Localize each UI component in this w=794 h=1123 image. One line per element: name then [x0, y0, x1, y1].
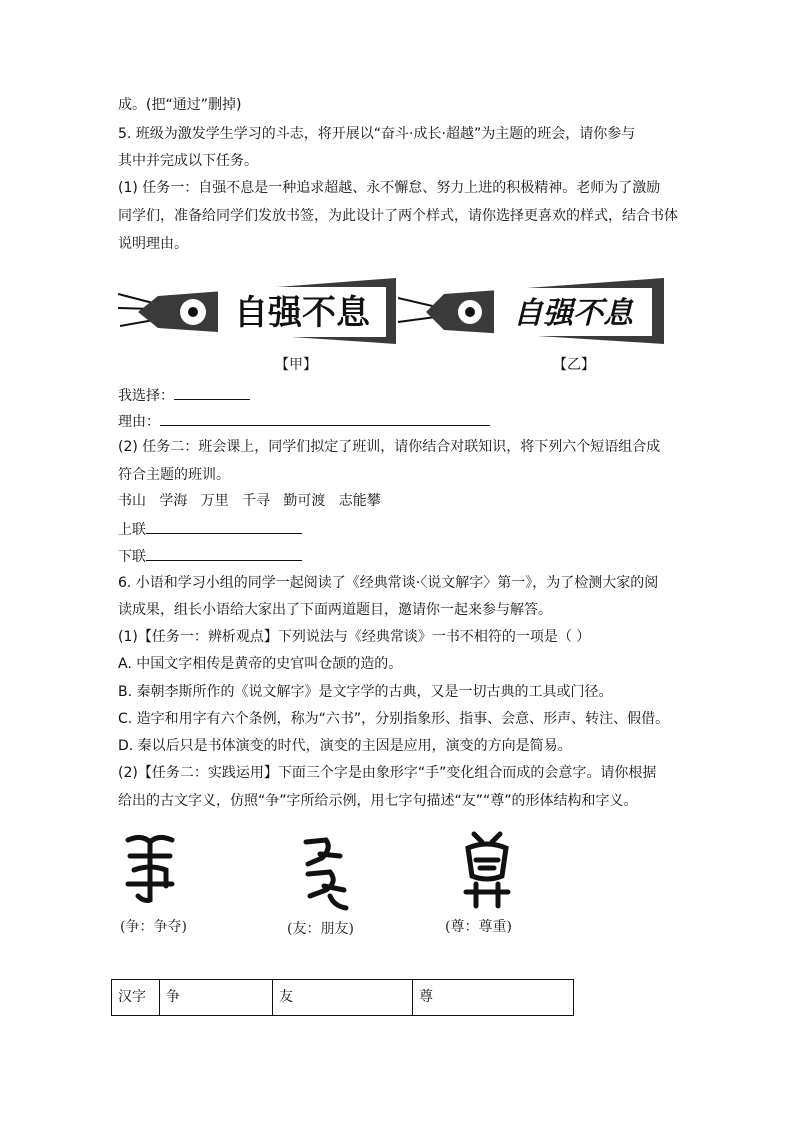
- seal-zheng-caption: (争：争夺): [120, 919, 187, 935]
- choice-label: 我选择：: [118, 388, 174, 404]
- bookmark-yi-text: 自强不息: [513, 296, 633, 331]
- table-cell-zheng[interactable]: 争: [160, 980, 273, 1016]
- seal-script-zheng-glyph: [120, 830, 180, 906]
- text-line: 给出的古文字义，仿照“争”字所给示例，用七字句描述“友”“尊”的形体结构和字义。: [118, 793, 638, 809]
- option-a: A. 中国文字相传是黄帝的史官叫仓颉的造的。: [118, 656, 403, 672]
- hanzi-table: [111, 979, 574, 1016]
- text-line: 成。(把“通过”删掉): [118, 97, 242, 113]
- upper-couplet-blank[interactable]: [146, 519, 302, 534]
- bookmark-jia-label: 【甲】: [275, 357, 317, 373]
- task1-text: (1) 任务一：自强不息是一种追求超越、永不懈怠、努力上进的积极精神。老师为了激励: [118, 180, 661, 196]
- bookmark-yi-label: 【乙】: [553, 357, 595, 373]
- text-line: 其中并完成以下任务。: [118, 153, 258, 169]
- seal-zun-caption: (尊：尊重): [445, 919, 512, 935]
- choice-line: [118, 385, 250, 405]
- seal-script-you-glyph: [296, 834, 354, 914]
- text-line: 说明理由。: [118, 236, 188, 252]
- table-row: [112, 980, 574, 1016]
- text-line: 读成果，组长小语给大家出了下面两道题目，邀请你一起来参与解答。: [118, 602, 552, 618]
- seal-you-caption: (友：朋友): [287, 921, 354, 937]
- question-6-2: (2)【任务二：实践运用】下面三个字是由象形字“手”变化组合而成的会意字。请你根据: [118, 765, 657, 781]
- reason-blank[interactable]: [160, 411, 490, 426]
- question-5-stem: 5. 班级为激发学生学习的斗志，将开展以“奋斗·成长·超越”为主题的班会，请你参与: [118, 126, 636, 142]
- question-6-1: (1)【任务一：辨析观点】下列说法与《经典常谈》一书不相符的一项是（ ）: [118, 629, 591, 645]
- reason-line: [118, 411, 490, 431]
- bookmark-jia-text: 自强不息: [234, 293, 370, 333]
- seal-script-zun-glyph: [456, 828, 518, 912]
- bookmark-jia-image: [118, 272, 400, 350]
- table-cell-zun[interactable]: 尊: [413, 980, 574, 1016]
- upper-couplet-label: 上联: [118, 522, 146, 538]
- choice-blank[interactable]: [174, 385, 250, 400]
- phrase-list: 书山 学海 万里 千寻 勤可渡 志能攀: [118, 493, 381, 509]
- question-6-stem: 6. 小语和学习小组的同学一起阅读了《经典常谈·〈说文解字〉第一》，为了检测大家的阅: [118, 575, 659, 591]
- task2-text: (2) 任务二：班会课上，同学们拟定了班训，请你结合对联知识，将下列六个短语组合成: [118, 439, 661, 455]
- reason-label: 理由：: [118, 414, 160, 430]
- table-cell-header: 汉字: [112, 980, 160, 1016]
- table-cell-you[interactable]: 友: [273, 980, 413, 1016]
- text-line: 符合主题的班训。: [118, 467, 230, 483]
- upper-couplet-line: [118, 519, 302, 539]
- lower-couplet-line: [118, 546, 302, 566]
- lower-couplet-blank[interactable]: [146, 546, 302, 561]
- lower-couplet-label: 下联: [118, 549, 146, 565]
- bookmark-yi-image: [398, 272, 666, 350]
- option-d: D. 秦以后只是书体演变的时代，演变的主因是应用，演变的方向是简易。: [118, 738, 572, 754]
- option-b: B. 秦朝李斯所作的《说文解字》是文字学的古典，又是一切古典的工具或门径。: [118, 684, 613, 700]
- option-c: C. 造字和用字有六个条例，称为“六书”，分别指象形、指事、会意、形声、转注、假借。: [118, 711, 670, 727]
- text-line: 同学们，准备给同学们发放书签，为此设计了两个样式，请你选择更喜欢的样式，结合书体: [118, 208, 678, 224]
